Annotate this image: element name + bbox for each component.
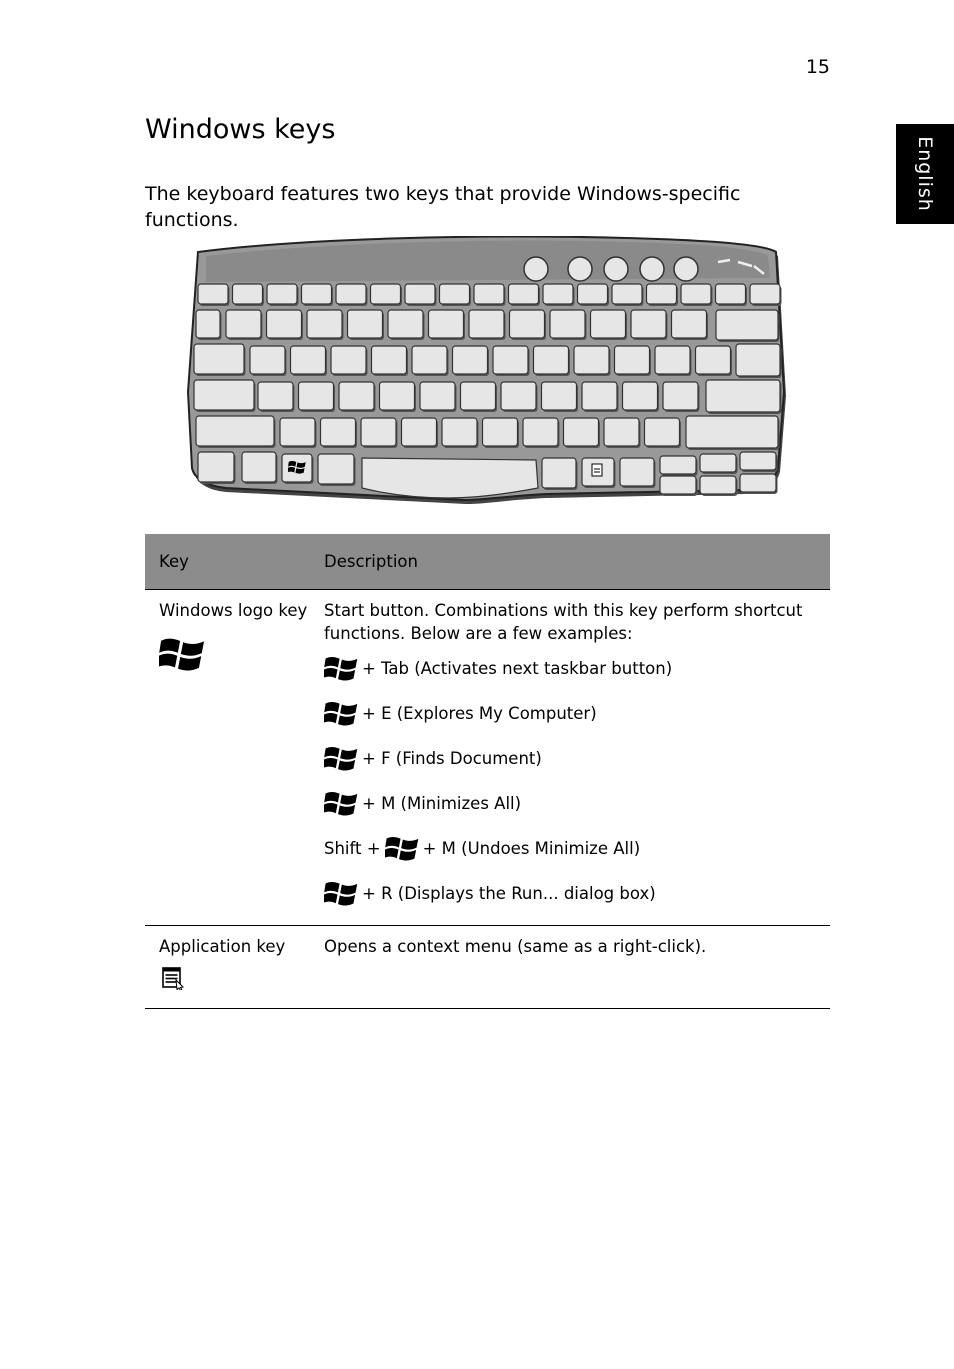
keyboard-key <box>550 310 585 338</box>
keyboard-key <box>660 476 696 494</box>
keyboard-key <box>321 418 356 446</box>
keyboard-key <box>412 346 447 374</box>
shortcut-modifier: Shift + <box>324 839 381 858</box>
keyboard-key <box>493 346 528 374</box>
keyboard-key <box>348 310 383 338</box>
keyboard-key <box>681 284 711 304</box>
keyboard-key <box>302 284 332 304</box>
keyboard-key <box>706 380 780 412</box>
windows-logo-icon <box>324 745 358 773</box>
cell-application-key-description <box>310 926 830 1009</box>
keyboard-key <box>198 452 234 482</box>
keyboard-key <box>372 346 407 374</box>
cell-windows-key-description <box>310 590 830 926</box>
keyboard-key <box>483 418 518 446</box>
keyboard-key <box>660 456 696 474</box>
table-row-application-key <box>145 926 830 1009</box>
keyboard-key <box>461 382 496 410</box>
keyboard-key <box>331 346 366 374</box>
keyboard-key <box>388 310 423 338</box>
keyboard-key <box>299 382 334 410</box>
keyboard-round-button <box>524 257 548 281</box>
shortcut-example <box>324 781 830 826</box>
keyboard-key <box>655 346 690 374</box>
keyboard-key <box>402 418 437 446</box>
keys-table <box>145 534 830 1009</box>
windows-logo-icon <box>324 880 358 908</box>
shortcut-example <box>324 736 830 781</box>
keyboard-key <box>543 284 573 304</box>
keyboard-key <box>700 454 736 472</box>
shortcut-example <box>324 646 830 691</box>
page-number: 15 <box>805 56 830 78</box>
keyboard-key <box>339 382 374 410</box>
keyboard-round-button <box>604 257 628 281</box>
keyboard-illustration <box>186 236 790 506</box>
keyboard-key <box>442 418 477 446</box>
keyboard-key <box>716 284 746 304</box>
keyboard-key <box>318 454 354 484</box>
keyboard-key <box>291 346 326 374</box>
keyboard-key <box>623 382 658 410</box>
keyboard-key <box>534 346 569 374</box>
intro-paragraph: The keyboard features two keys that provide Windows-specific functions. <box>145 183 741 231</box>
windows-logo-icon <box>385 835 419 863</box>
keyboard-key <box>405 284 435 304</box>
keyboard-key <box>453 346 488 374</box>
keyboard-key <box>631 310 666 338</box>
keyboard-key <box>750 284 780 304</box>
keyboard-round-button <box>674 257 698 281</box>
application-key-icon <box>161 966 185 990</box>
keyboard-key <box>578 284 608 304</box>
language-tab-label: English <box>914 136 937 212</box>
keyboard-key <box>194 380 254 410</box>
windows-key-description: Start button. Combinations with this key perform shortcut functions. Below are a few examples: <box>324 601 803 643</box>
table-row-windows-key <box>145 590 830 926</box>
keyboard-key <box>196 310 220 338</box>
keyboard-key <box>736 344 780 376</box>
windows-logo-icon <box>324 700 358 728</box>
keyboard-key <box>740 474 776 492</box>
shortcut-description: + M (Undoes Minimize All) <box>422 839 641 858</box>
keyboard-key <box>440 284 470 304</box>
keyboard-key <box>336 284 366 304</box>
keyboard-key <box>371 284 401 304</box>
keyboard-key <box>542 458 576 488</box>
keyboard-round-button <box>640 257 664 281</box>
application-key-name: Application key <box>159 937 286 956</box>
keyboard-drawing <box>186 236 790 506</box>
shortcut-description: + R (Displays the Run... dialog box) <box>362 884 656 903</box>
keyboard-key <box>582 382 617 410</box>
keyboard-key <box>686 416 778 448</box>
shortcut-description: + M (Minimizes All) <box>362 794 522 813</box>
shortcut-example <box>324 691 830 736</box>
keyboard-key <box>510 310 545 338</box>
keyboard-key <box>615 346 650 374</box>
keyboard-key <box>523 418 558 446</box>
keyboard-key <box>696 346 731 374</box>
header-key: Key <box>145 534 310 590</box>
keyboard-key <box>663 382 698 410</box>
keyboard-key <box>429 310 464 338</box>
keyboard-key <box>196 416 274 446</box>
keyboard-key <box>474 284 504 304</box>
shortcut-description: + F (Finds Document) <box>362 749 542 768</box>
keyboard-key <box>469 310 504 338</box>
keyboard-key <box>645 418 680 446</box>
keyboard-key <box>672 310 707 338</box>
keyboard-round-button <box>568 257 592 281</box>
keyboard-key <box>501 382 536 410</box>
keyboard-key <box>740 452 776 470</box>
keyboard-key <box>542 382 577 410</box>
keyboard-key <box>574 346 609 374</box>
keyboard-key <box>250 346 285 374</box>
keyboard-key <box>280 418 315 446</box>
language-tab <box>896 124 954 224</box>
keyboard-key <box>226 310 261 338</box>
application-key-description: Opens a context menu (same as a right-click). <box>324 937 707 956</box>
keyboard-key <box>198 284 228 304</box>
shortcut-description: + Tab (Activates next taskbar button) <box>362 659 673 678</box>
keyboard-spacebar <box>362 458 538 498</box>
keyboard-key <box>564 418 599 446</box>
keyboard-key <box>233 284 263 304</box>
keyboard-key <box>242 452 276 482</box>
shortcut-example <box>324 871 830 916</box>
keyboard-key <box>267 284 297 304</box>
windows-key-name: Windows logo key <box>159 601 308 620</box>
keyboard-application-key-icon <box>592 464 602 476</box>
keyboard-key <box>282 454 312 482</box>
keyboard-key <box>604 418 639 446</box>
shortcut-example <box>324 826 830 871</box>
section-title: Windows keys <box>145 114 336 145</box>
keyboard-key <box>620 458 654 486</box>
keyboard-key <box>647 284 677 304</box>
keyboard-key <box>361 418 396 446</box>
windows-logo-icon <box>159 636 205 674</box>
keyboard-key <box>591 310 626 338</box>
keyboard-key <box>258 382 293 410</box>
keyboard-key <box>307 310 342 338</box>
keyboard-key <box>380 382 415 410</box>
windows-logo-icon <box>324 790 358 818</box>
keyboard-key <box>194 344 244 374</box>
keyboard-key <box>267 310 302 338</box>
shortcut-examples <box>324 646 830 916</box>
cell-application-key-name <box>145 926 310 1009</box>
keyboard-key <box>612 284 642 304</box>
header-description: Description <box>310 534 830 590</box>
windows-logo-icon <box>324 655 358 683</box>
keyboard-key <box>716 310 778 340</box>
keyboard-key <box>420 382 455 410</box>
shortcut-description: + E (Explores My Computer) <box>362 704 597 723</box>
cell-windows-key-name <box>145 590 310 926</box>
keyboard-key <box>700 476 736 494</box>
keyboard-key <box>509 284 539 304</box>
